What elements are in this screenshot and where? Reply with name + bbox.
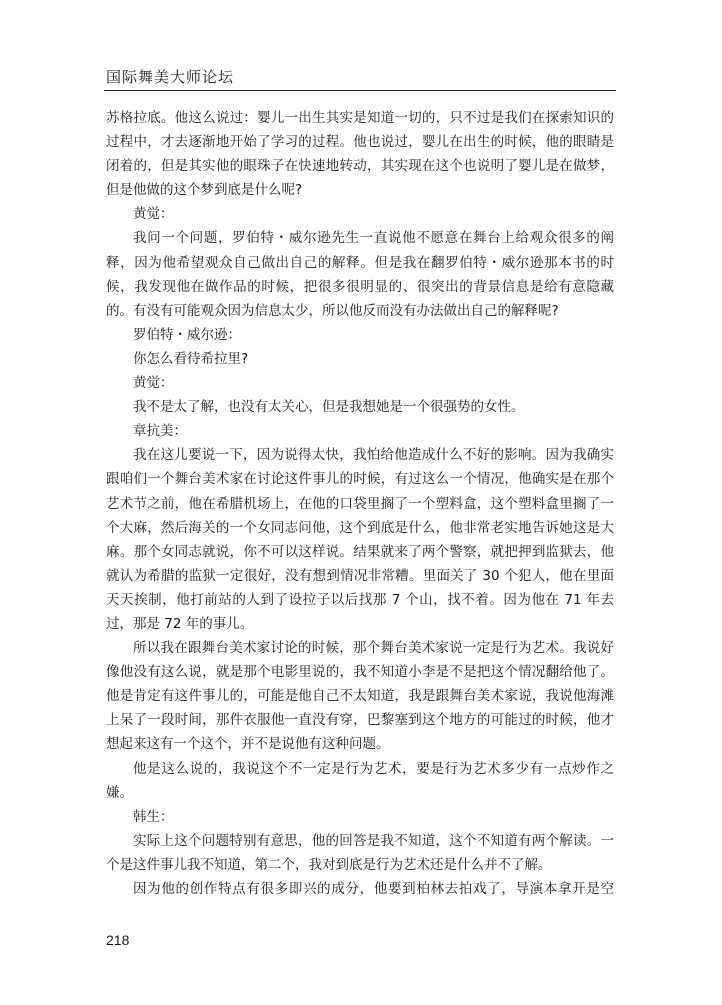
speaker-label: 罗伯特・威尔逊： <box>133 326 241 343</box>
paragraph: 我问一个问题，罗伯特・威尔逊先生一直说他不愿意在舞台上给观众很多的阐释，因为他希望观众自己做出自己的解释。但是我在翻罗伯特・威尔逊那本书的时候，我发现他在做作品的时候，把很多很明显的、很突出的背景信息是给有意隐藏的。有没有可能观众因为信息太少，所以他反而没有办法做出自己的解释呢? <box>106 230 614 319</box>
paragraph: 你怎么看待希拉里? <box>133 350 249 367</box>
paragraph: 我不是太了解，也没有太关心，但是我想她是一个很强势的女性。 <box>133 399 525 416</box>
paragraph: 苏格拉底。他这么说过：婴儿一出生其实是知道一切的，只不过是我们在探索知识的过程中，才去逐渐地开始了学习的过程。他也说过，婴儿在出生的时候，他的眼睛是闭着的，但是其实他的眼珠子在快速地转动，其实现在这个也说明了婴儿是在做梦，但是他做的这个梦到底是什么呢? <box>106 110 614 199</box>
speaker-label: 黄觉： <box>133 206 174 223</box>
paragraph: 他是这么说的，我说这个不一定是行为艺术，要是行为艺术多少有一点炒作之嫌。 <box>106 760 614 801</box>
running-header-title: 国际舞美大师论坛 <box>106 68 235 86</box>
body-text <box>106 106 614 901</box>
page-number: 218 <box>106 932 130 948</box>
paragraph: 所以我在跟舞台美术家讨论的时候，那个舞台美术家说一定是行为艺术。我说好像他没有这么说，就是那个电影里说的，我不知道小李是不是把这个情况翻给他了。他是肯定有这件事儿的，可能是他自己不太知道，我是跟舞台美术家说，我说他海滩上呆了一段时间，那件衣服他一直没有穿，巴黎塞到这个地方的可能过的时候，他才想起来这有一个这个，并不是说他有这种问题。 <box>106 640 614 753</box>
paragraph: 我在这儿要说一下，因为说得太快，我怕给他造成什么不好的影响。因为我确实跟咱们一个舞台美术家在讨论这件事儿的时候，有过这么一个情况，他确实是在那个艺术节之前，他在希腊机场上，在他的口袋里搁了一个塑料盒，这个塑料盒里搁了一个大麻，然后海关的一个女同志问他，这个到底是什么，他非常老实地告诉她这是大麻。那个女同志就说，你不可以这样说。结果就来了两个警察，就把押到监狱去，他就认为希腊的监狱一定很好，没有想到情况非常糟。里面关了 30 个犯人，他在里面天天挨制，他打前站的人到了设拉子以后找那 7 个山，找不着。因为他在 71 年去过，那是 72 年的事儿。 <box>106 447 614 632</box>
header-rule <box>104 90 616 91</box>
speaker-label: 韩生： <box>133 808 174 825</box>
speaker-label: 黄觉： <box>133 375 174 392</box>
speaker-label: 章抗美： <box>133 423 187 440</box>
paragraph: 实际上这个问题特别有意思，他的回答是我不知道，这个不知道有两个解读。一个是这件事儿我不知道，第二个，我对到底是行为艺术还是什么并不了解。 <box>106 832 614 873</box>
paragraph: 因为他的创作特点有很多即兴的成分，他要到柏林去拍戏了，导演本拿开是空 <box>133 881 614 897</box>
